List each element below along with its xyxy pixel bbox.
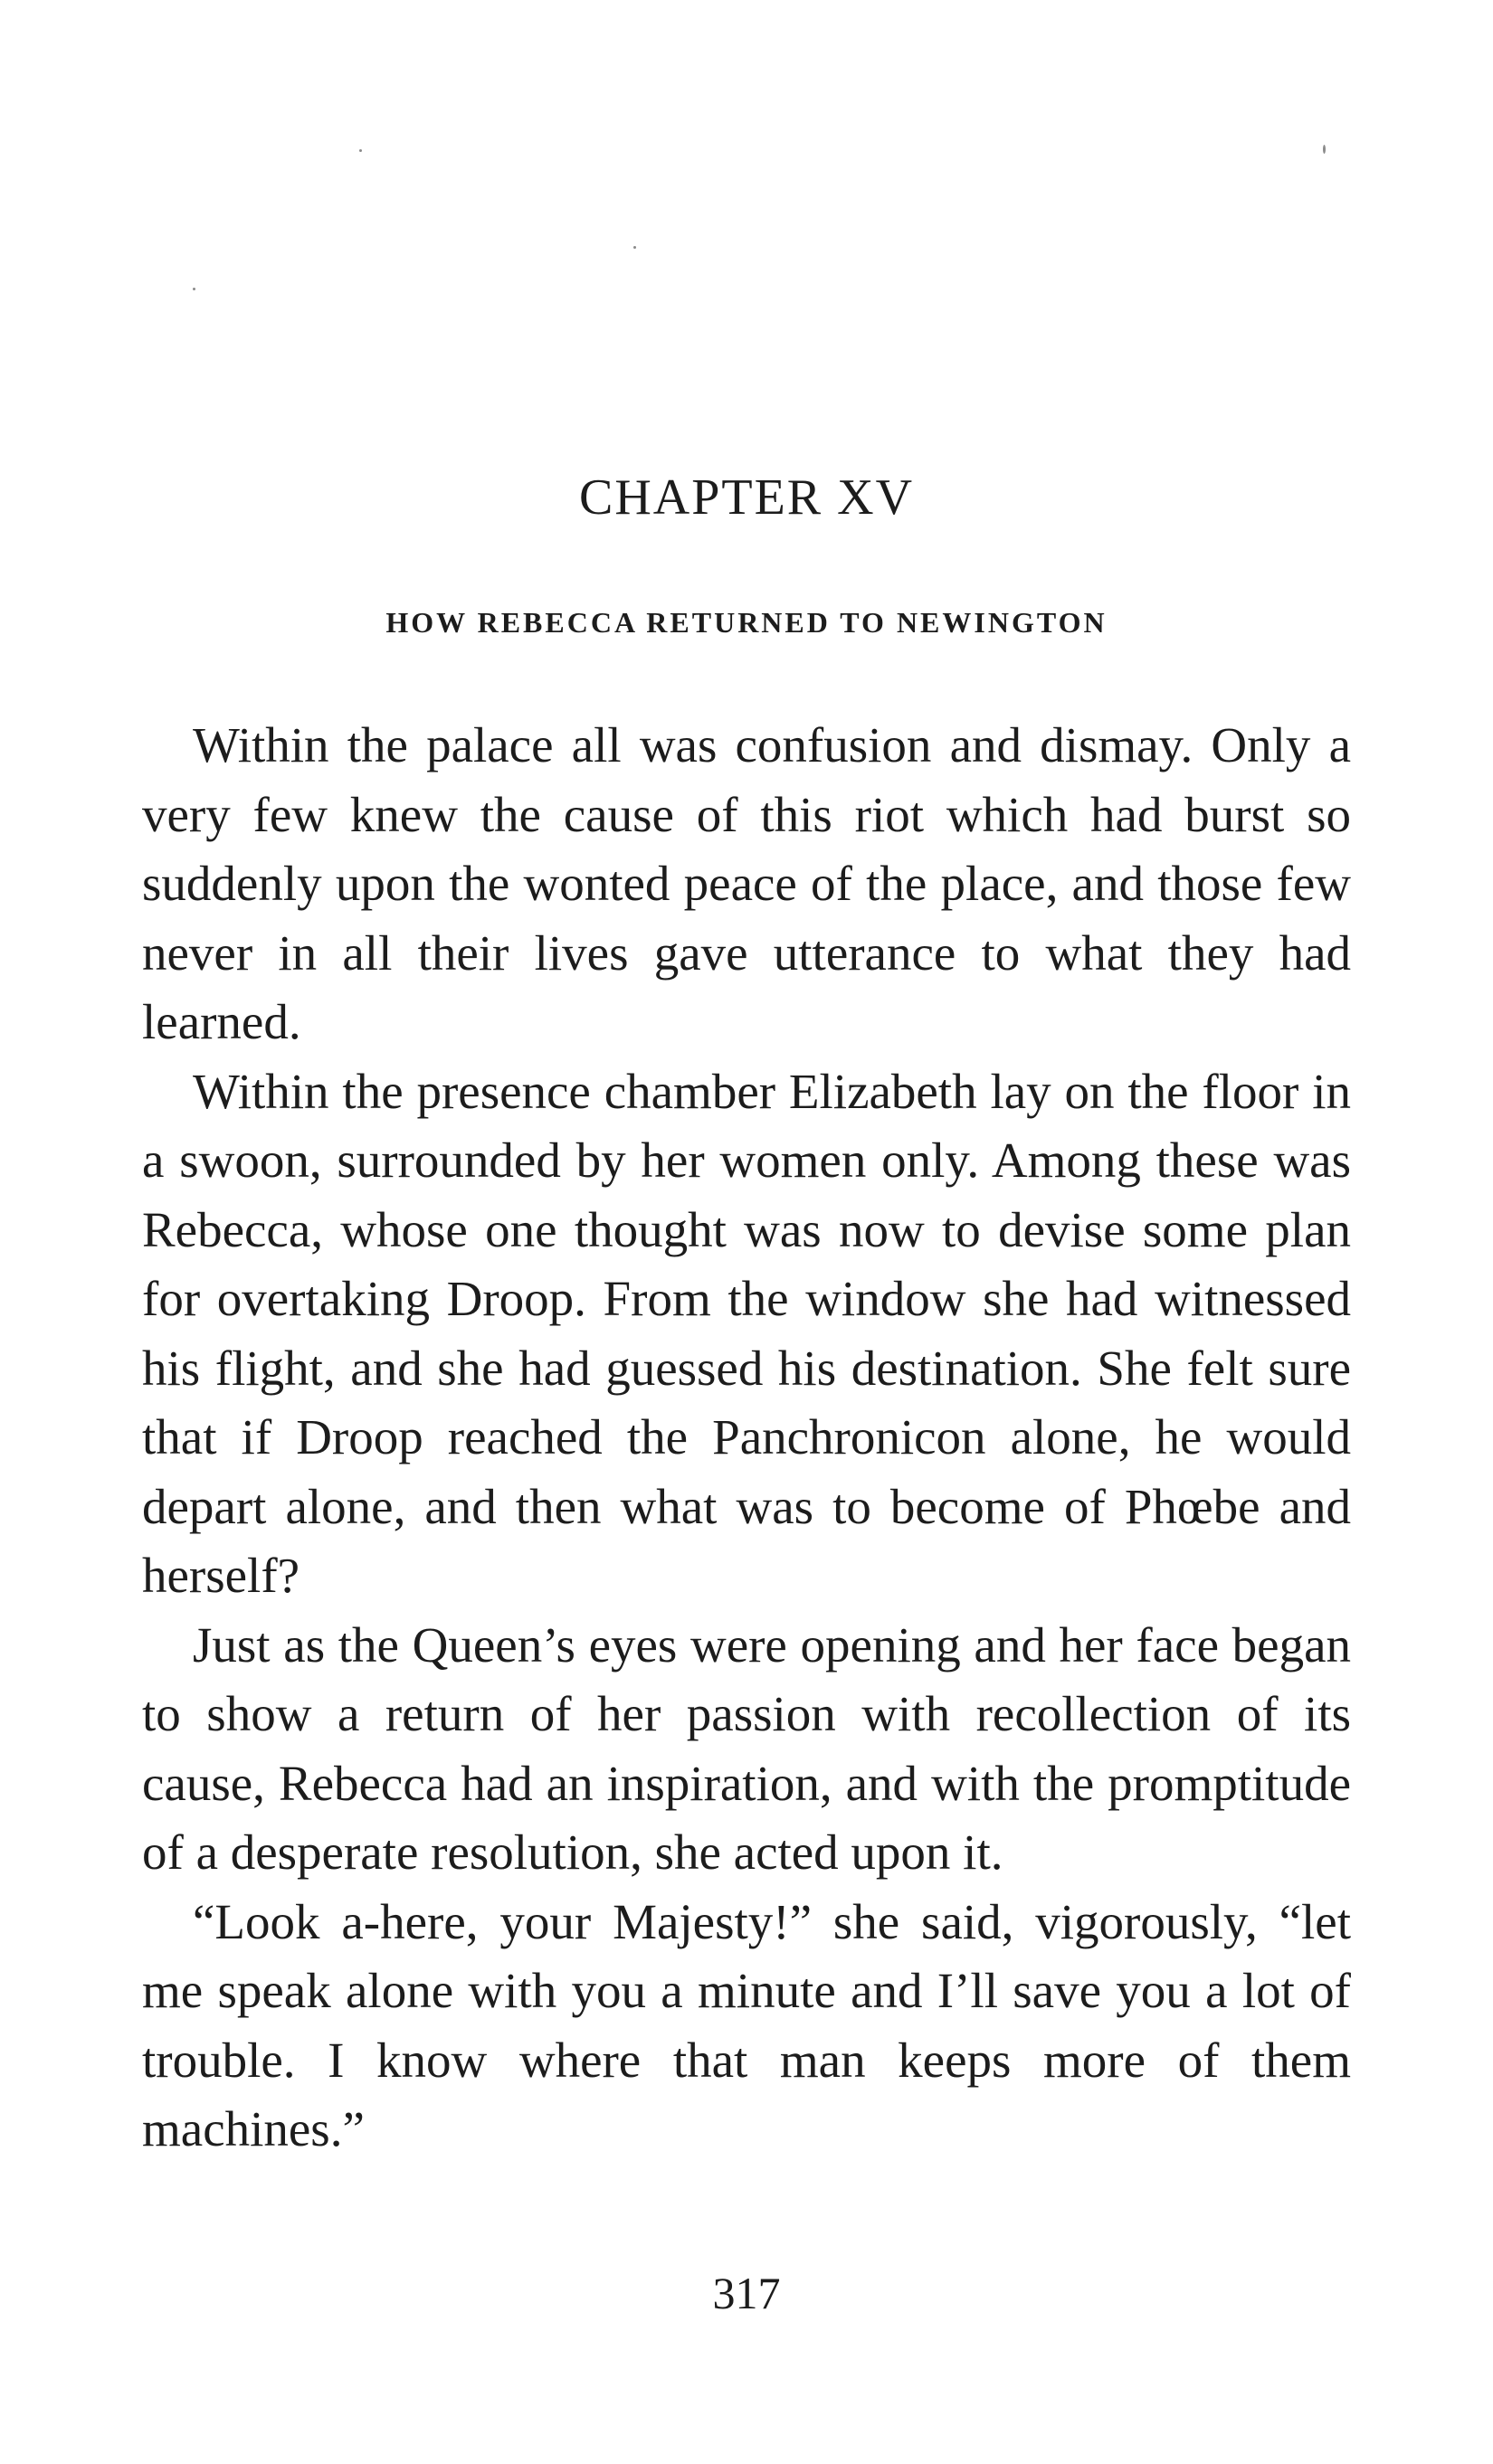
scan-speck bbox=[359, 149, 362, 152]
chapter-subtitle: HOW REBECCA RETURNED TO NEWINGTON bbox=[385, 606, 1108, 639]
chapter-title: CHAPTER XV bbox=[578, 469, 915, 526]
scan-speck bbox=[193, 288, 195, 290]
paragraph: “Look a-here, your Majesty!” she said, vigorously, “let me speak alone with you a minute and I’ll save you a lot of trouble. I know where that man keeps more of them machines.” bbox=[142, 1893, 1351, 2156]
paragraph: Within the palace all was confusion and dismay. Only a very few knew the cause of this riot which had burst so suddenly upon the wonted peace of the place, and those few never in all their lives gave utterance to what they had learned. bbox=[142, 717, 1351, 1049]
chapter-body bbox=[142, 711, 1351, 2165]
paragraph: Within the presence chamber Elizabeth lay on the floor in a swoon, surrounded by her women only. Among these was Rebecca, whose one thought was now to devise some plan for overtaking Droop. From the window she had witnessed his flight, and she had guessed his destination. She felt sure that if Droop reached the Panchronicon alone, he would depart alone, and then what was to become of Phœbe and herself? bbox=[142, 1063, 1351, 1603]
page-number: 317 bbox=[712, 2268, 781, 2318]
scan-speck bbox=[1323, 145, 1326, 154]
scan-speck bbox=[633, 246, 636, 249]
paragraph: Just as the Queen’s eyes were opening and her face began to show a return of her passion with recollection of its cause, Rebecca had an inspiration, and with the promptitude of a desperate resolution, she acted upon it. bbox=[142, 1616, 1351, 1880]
